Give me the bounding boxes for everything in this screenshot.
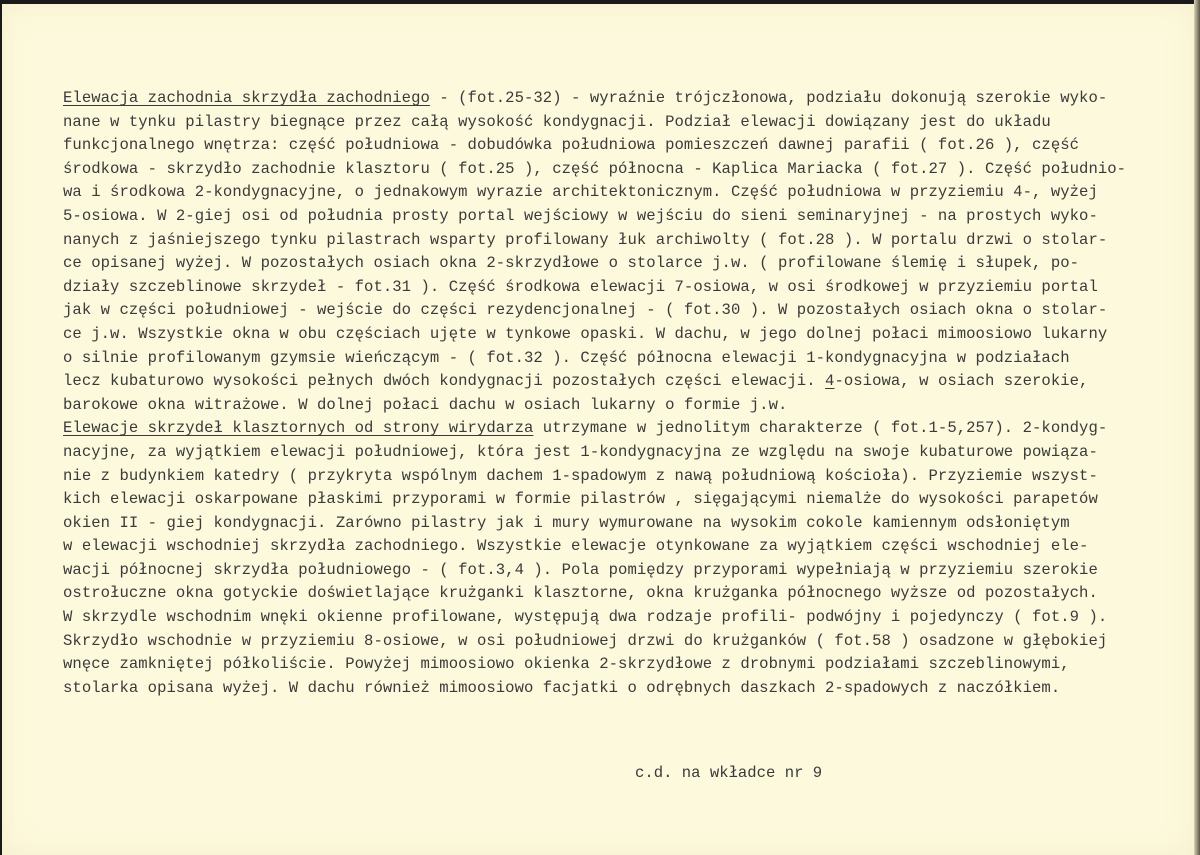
text-line: W skrzydle wschodnim wnęki okienne profilowane, występują dwa rodzaje profili- podwójny i pojedynczy ( fot.9 ).	[63, 608, 1108, 627]
text-line: okien II - giej kondygnacji. Zarówno pilastry jak i mury wymurowane na wysokim cokole kamiennym odsłoniętym	[63, 513, 1070, 532]
text-line: barokowe okna witrażowe. W dolnej połaci dachu w osiach lukarny o formie j.w.	[63, 395, 788, 414]
text-line: nanych z jaśniejszego tynku pilastrach wsparty profilowany łuk archiwolty ( fot.28 ). W portalu drzwi o stolar-	[63, 230, 1108, 249]
text-line: w elewacji wschodniej skrzydła zachodniego. Wszystkie elewacje otynkowane za wyjątkiem części wschodniej ele-	[63, 537, 1089, 556]
text-line: stolarka opisana wyżej. W dachu również mimoosiowo facjatki o odrębnych daszkach 2-spadowych z naczółkiem.	[63, 678, 1061, 697]
text-line: działy szczeblinowe skrzydeł - fot.31 ). Część środkowa elewacji 7-osiowa, w osi środkowej w przyziemiu portal	[63, 277, 1098, 296]
text-line: wacji północnej skrzydła południowego - ( fot.3,4 ). Pola pomiędzy przyporami wypełniają w przyziemiu szerokie	[63, 560, 1098, 579]
section-heading-west-elevation: Elewacja zachodnia skrzydła zachodniego	[63, 89, 430, 107]
text-line: Elewacje skrzydeł klasztornych od strony wirydarza utrzymane w jednolitym charakterze ( fot.1-5,257). 2-kondyg-	[63, 419, 1108, 438]
text-line: o silnie profilowanym gzymsie wieńczącym - ( fot.32 ). Część północna elewacji 1-kondygnacyjna w podziałach	[63, 348, 1070, 367]
text-line: lecz kubaturowo wysokości pełnych dwóch kondygnacji pozostałych części elewacji. 4-osiowa, w osiach szerokie,	[63, 372, 1089, 391]
text-line: ce j.w. Wszystkie okna w obu częściach ujęte w tynkowe opaski. W dachu, w jego dolnej połaci mimoosiowo lukarny	[63, 324, 1108, 343]
text-line: Skrzydło wschodnie w przyziemiu 8-osiowe, w osi południowej drzwi do krużganków ( fot.58 ) osadzone w głębokiej	[63, 631, 1108, 650]
text-line: nane w tynku pilastry biegnące przez całą wysokość kondygnacji. Podział elewacji dowiązany jest do układu	[63, 112, 1051, 131]
text-line: nacyjne, za wyjątkiem elewacji południowej, która jest 1-kondygnacyjna ze względu na swoje kubaturowe powiąza-	[63, 442, 1098, 461]
text-line: nie z budynkiem katedry ( przykryta wspólnym dachem 1-spadowym z nawą południową kościoła). Przyziemie wszyst-	[63, 466, 1098, 485]
text-line: kich elewacji oskarpowane płaskimi przyporami w formie pilastrów , sięgającymi niemalże do wysokości parapetów	[63, 490, 1098, 509]
text-line: środkowa - skrzydło zachodnie klasztoru ( fot.25 ), część północna - Kaplica Mariacka ( fot.27 ). Część południo-	[63, 159, 1127, 178]
text-line: jak w części południowej - wejście do części rezydencjonalnej - ( fot.30 ). W pozostałych osiach okna o stolar-	[63, 301, 1108, 320]
text-line: ostrołuczne okna gotyckie doświetlające krużganki klasztorne, okna krużganka północnego wyższe od pozostałych.	[63, 584, 1098, 603]
text-line: wnęce zamkniętej półkoliście. Powyżej mimoosiowo okienka 2-skrzydłowe z drobnymi podziałami szczeblinowymi,	[63, 655, 1070, 674]
document-body	[63, 87, 1200, 700]
text-line: Elewacja zachodnia skrzydła zachodniego - (fot.25-32) - wyraźnie trójczłonowa, podziału dokonują szerokie wyko-	[63, 89, 1108, 107]
section-heading-courtyard-elevations: Elewacje skrzydeł klasztornych od strony wirydarza	[63, 419, 534, 438]
text-line: funkcjonalnego wnętrza: część południowa - dobudówka południowa pomieszczeń dawnej parafii ( fot.26 ), część	[63, 136, 1080, 155]
continuation-note: c.d. na wkładce nr 9	[635, 764, 823, 782]
page-edge-shadow	[1194, 0, 1200, 855]
text-line: 5-osiowa. W 2-giej osi od południa prosty portal wejściowy w wejściu do sieni seminaryjnej - na prostych wyko-	[63, 206, 1098, 225]
underlined-axis-count: 4	[825, 372, 835, 391]
document-page	[2, 4, 1194, 855]
text-line: wa i środkowa 2-kondygnacyjne, o jednakowym wyrazie architektonicznym. Część południowa w przyziemiu 4-, wyżej	[63, 183, 1098, 202]
text-line: ce opisanej wyżej. W pozostałych osiach okna 2-skrzydłowe o stolarce j.w. ( profilowane ślemię i słupek, po-	[63, 254, 1080, 273]
